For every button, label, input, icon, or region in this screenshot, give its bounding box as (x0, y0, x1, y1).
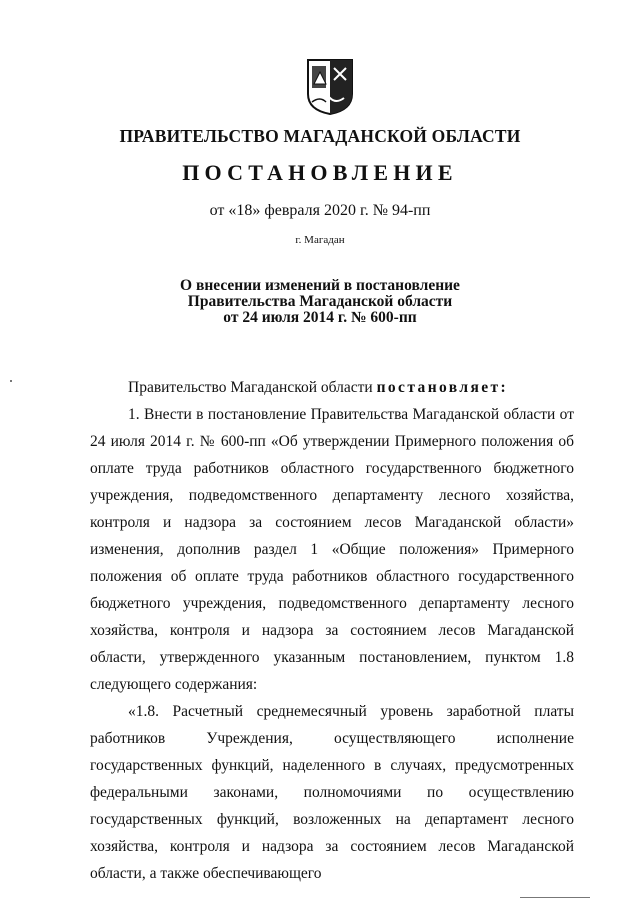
text-line: бюджетного учреждения, подведомственного департаменту лесного (90, 595, 574, 612)
text-line: за состоянием лесов Магаданской области, а также обеспечивающего (90, 838, 574, 882)
document-body (90, 374, 574, 887)
text-line: «1.8. Расчетный среднемесячный уровень заработной платы (128, 703, 574, 720)
text-line: утвержденного указанным постановлением, пунктом 1.8 следующего (90, 649, 574, 693)
text-line: положения об оплате труда работников областного государственного (90, 568, 574, 585)
scan-mark (10, 380, 12, 382)
text-line: законами, полномочиями по осуществлению государственных функций, (90, 784, 574, 828)
text-line: 1. Внести в постановление Правительства Магаданской области (128, 406, 556, 423)
text-line: функций, наделенного в случаях, предусмотренных федеральными (90, 757, 574, 801)
document-type-heading: ПОСТАНОВЛЕНИЕ (182, 160, 458, 185)
coat-of-arms-icon (306, 58, 354, 116)
text-line: контроля и надзора за состоянием лесов Магаданской области» (90, 514, 574, 531)
document-city: г. Магадан (295, 234, 345, 246)
subject-line: О внесении изменений в постановление (180, 277, 460, 294)
document-subject (0, 278, 640, 326)
intro-action: постановляет: (376, 379, 509, 396)
text-line: от 24 июля 2014 г. № 600-пп «Об утверждении Примерного положения (90, 406, 574, 450)
text-line: учреждения, подведомственного департаменту лесного хозяйства, (90, 487, 574, 504)
document-date-number: от «18» февраля 2020 г. № 94-пп (209, 202, 431, 219)
intro-paragraph (90, 374, 574, 401)
text-line: содержания: (174, 676, 258, 693)
text-line: об оплате труда работников областного государственного бюджетного (90, 433, 575, 477)
scan-mark (520, 897, 590, 898)
item-1-paragraph (90, 401, 574, 698)
intro-prefix: Правительство Магаданской области (128, 379, 373, 396)
text-line: возложенных на департамент лесного хозяйства, контроля и надзора (90, 811, 574, 855)
subject-line: от 24 июля 2014 г. № 600-пп (223, 309, 417, 326)
subject-line: Правительства Магаданской области (187, 293, 453, 310)
quote-paragraph (90, 698, 574, 887)
text-line: работников Учреждения, осуществляющего исполнение государственных (90, 730, 574, 774)
text-line: изменения, дополнив раздел 1 «Общие положения» Примерного (90, 541, 574, 558)
organization-name: ПРАВИТЕЛЬСТВО МАГАДАНСКОЙ ОБЛАСТИ (119, 126, 521, 146)
text-line: хозяйства, контроля и надзора за состоянием лесов Магаданской области, (90, 622, 574, 666)
